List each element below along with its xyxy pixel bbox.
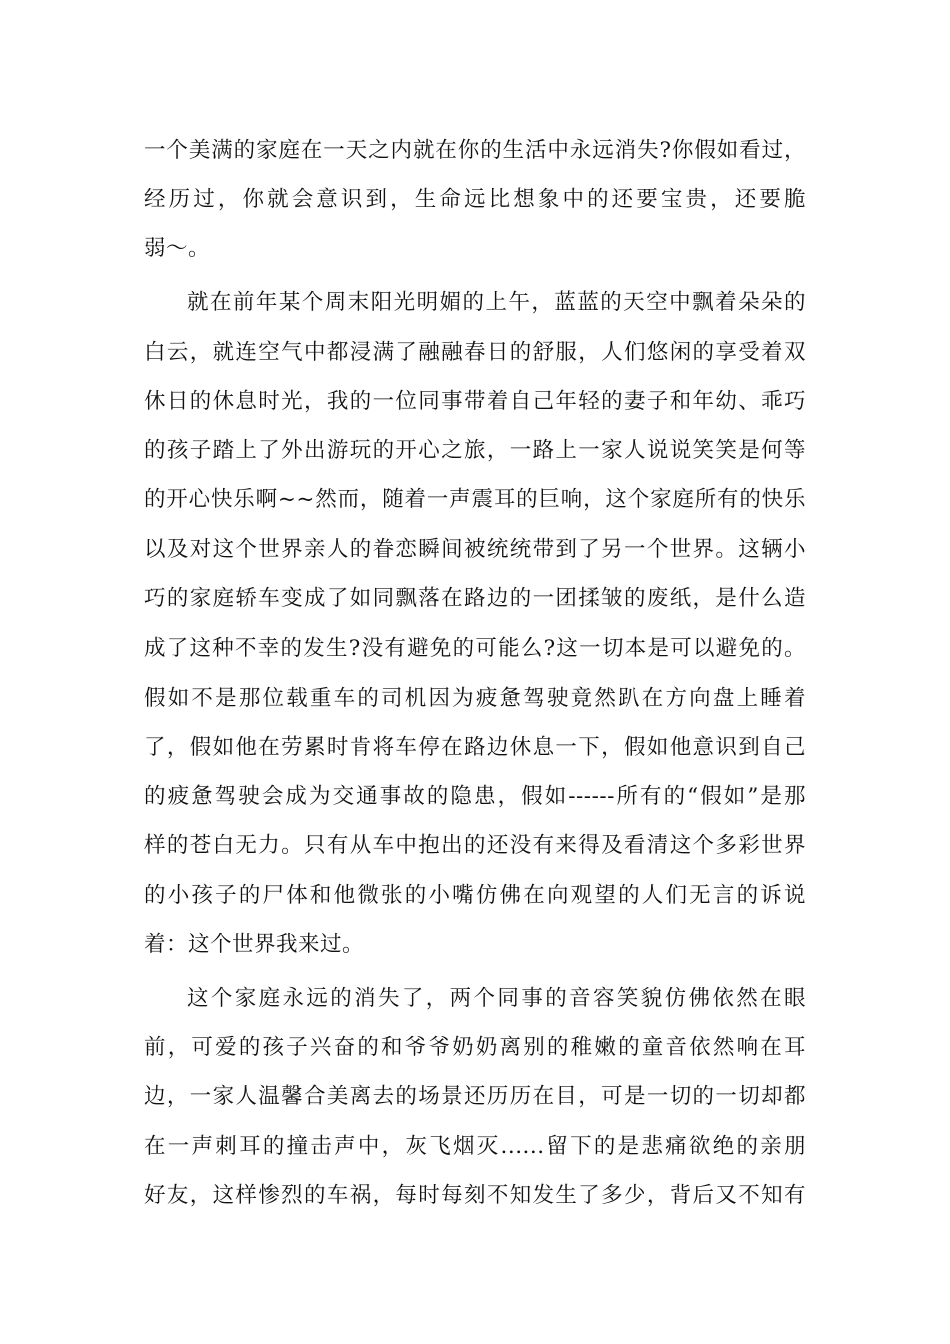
text-line: 一个美满的家庭在一天之内就在你的生活中永远消失?你假如看过， xyxy=(144,138,806,163)
text-line: 假如不是那位载重车的司机因为疲惫驾驶竟然趴在方向盘上睡着 xyxy=(144,686,806,711)
text-line: 样的苍白无力。只有从车中抱出的还没有来得及看清这个多彩世界 xyxy=(144,833,806,858)
text-line: 的小孩子的尸体和他微张的小嘴仿佛在向观望的人们无言的诉说 xyxy=(144,883,806,908)
text-line: 这个家庭永远的消失了，两个同事的音容笑貌仿佛依然在眼 xyxy=(187,986,806,1011)
text-line: 弱～。 xyxy=(144,236,211,261)
text-line: 了，假如他在劳累时肯将车停在路边休息一下，假如他意识到自己 xyxy=(144,735,806,760)
text-line: 巧的家庭轿车变成了如同飘落在路边的一团揉皱的废纸，是什么造 xyxy=(144,586,806,611)
text-line: 经历过，你就会意识到，生命远比想象中的还要宝贵，还要脆 xyxy=(144,187,806,212)
text-line: 的孩子踏上了外出游玩的开心之旅，一路上一家人说说笑笑是何等 xyxy=(144,438,806,463)
text-line: 的开心快乐啊~~然而，随着一声震耳的巨响，这个家庭所有的快乐 xyxy=(144,487,806,512)
text-line: 白云，就连空气中都浸满了融融春日的舒服，人们悠闲的享受着双 xyxy=(144,340,806,365)
text-line: 就在前年某个周末阳光明媚的上午，蓝蓝的天空中飘着朵朵的 xyxy=(187,290,806,315)
text-line: 前，可爱的孩子兴奋的和爷爷奶奶离别的稚嫩的童音依然响在耳 xyxy=(144,1035,806,1060)
text-line: 在一声刺耳的撞击声中，灰飞烟灭......留下的是悲痛欲绝的亲朋 xyxy=(144,1134,806,1159)
text-line: 以及对这个世界亲人的眷恋瞬间被统统带到了另一个世界。这辆小 xyxy=(144,537,806,562)
text-line: 好友，这样惨烈的车祸，每时每刻不知发生了多少，背后又不知有 xyxy=(144,1183,806,1208)
text-line: 着：这个世界我来过。 xyxy=(144,932,365,957)
text-line: 的疲惫驾驶会成为交通事故的隐患，假如------所有的“假如”是那 xyxy=(144,784,806,809)
text-line: 休日的休息时光，我的一位同事带着自己年轻的妻子和年幼、乖巧 xyxy=(144,389,806,414)
text-line: 成了这种不幸的发生?没有避免的可能么?这一切本是可以避免的。 xyxy=(144,636,806,661)
text-line: 边，一家人温馨合美离去的场景还历历在目，可是一切的一切却都 xyxy=(144,1084,806,1109)
